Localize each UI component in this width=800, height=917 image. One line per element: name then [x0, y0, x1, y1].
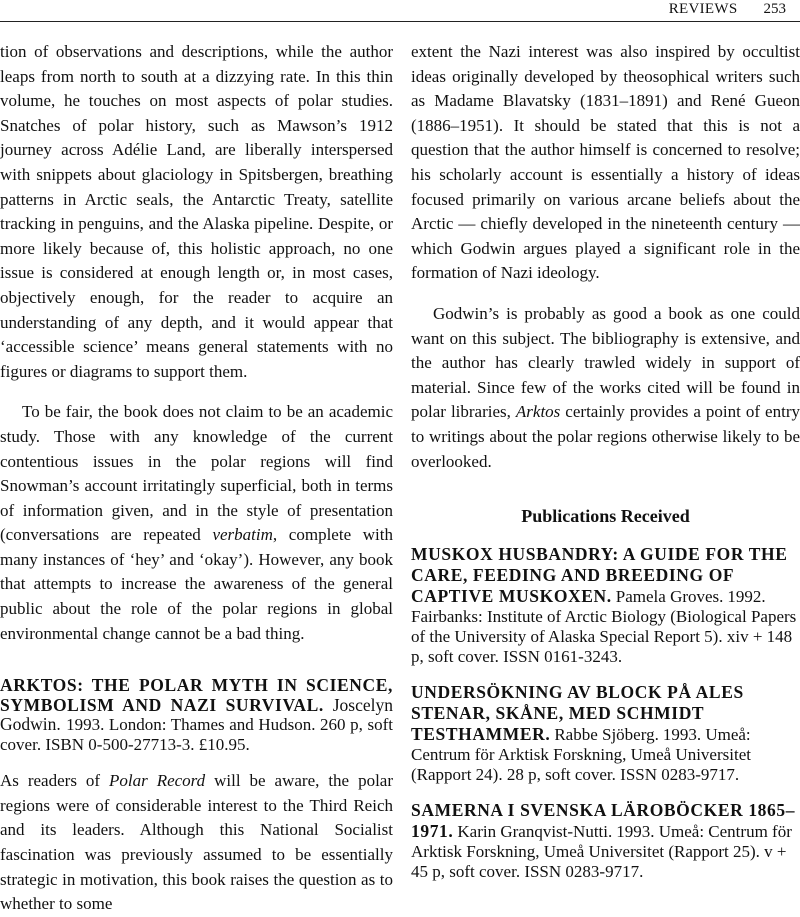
publication-author: Karin Granqvist-Nutti.	[457, 822, 613, 842]
section-title: REVIEWS	[668, 1, 738, 17]
review-paragraph: tion of observations and descriptions, while the author leaps from north to south at a dizzying rate. In this thin volume, he touches on most aspects of polar studies. Snatches of polar history, such as Mawson’s 1912 journey across Adélie Land, are liberally interspersed with snippets about glaciology in Spitsbergen, breathing patterns in Arctic seals, the Antarctic Treaty, satellite tracking in penguins, and the Alaska pipeline. Despite, or more likely because of, this holistic approach, no one issue is considered at enough length or, in most cases, objectively enough, for the reader to acquire an understanding of any depth, and it would appear that ‘accessible science’ means general statements with no figures or diagrams to support them.	[0, 42, 393, 381]
header-rule	[0, 21, 800, 22]
running-header	[669, 0, 786, 18]
review-title: ARKTOS: THE POLAR MYTH IN SCIENCE, SYMBOLISM AND NAZI SURVIVAL.	[0, 675, 393, 715]
review-details: 1993. London: Thames and Hudson. 260 p, soft cover. ISBN 0-500-27713-3. £10.95.	[0, 715, 393, 754]
publication-title: UNDERSÖKNING AV BLOCK PÅ ALES STENAR, SKÅNE, MED SCHMIDT TESTHAMMER.	[411, 682, 744, 745]
emphasis: Arktos	[515, 402, 561, 422]
publication-title: SAMERNA I SVENSKA LÄROBÖCKER 1865–1971.	[411, 800, 796, 842]
left-column	[0, 40, 393, 917]
review-author: Joscelyn Godwin.	[0, 694, 393, 735]
publication-details: 1993. Umeå: Centrum för Arktisk Forskning, Umeå Universitet (Rapport 24). 28 p, soft cover. ISSN 0283-9717.	[411, 725, 751, 785]
publications-heading: Publications Received	[521, 506, 690, 527]
review-paragraph: extent the Nazi interest was also inspired by occultist ideas originally developed by theosophical writers such as Madame Blavatsky (1831–1891) and René Gueon (1886–1951). It should be stated that this is not a question that the author himself is concerned to resolve; his scholarly account is essentially a history of ideas focused primarily on various arcane beliefs about the Arctic — chiefly developed in the nineteenth century — which Godwin argues played a significant role in the formation of Nazi ideology.	[411, 42, 800, 283]
review-paragraph: To be fair, the book does not claim to be an academic study. Those with any knowledge of the current contentious issues in the polar regions will find Snowman’s account irritatingly superficial, both in terms of information given, and in the style of presentation (conversations are repeated verbatim, complete with many instances of ‘hey’ and ‘okay’). However, any book that attempts to increase the awareness of the general public about the role of the polar regions in global environmental change cannot be a bad thing.	[0, 402, 393, 643]
publication-details: 1993. Umeå: Centrum för Arktisk Forskning, Umeå Universitet (Rapport 25). v + 45 p, soft cover. ISSN 0283-9717.	[411, 822, 792, 882]
publication-details: 1992. Fairbanks: Institute of Arctic Biology (Biological Papers of the University of Alaska Special Report 5). xiv + 148 p, soft cover. ISSN 0161-3243.	[411, 587, 797, 667]
publication-entry	[411, 544, 800, 667]
publication-entry	[411, 682, 800, 785]
emphasis: verbatim	[212, 525, 273, 545]
publication-title: MUSKOX HUSBANDRY: A GUIDE FOR THE CARE, FEEDING AND BREEDING OF CAPTIVE MUSKOXEN.	[411, 544, 788, 607]
page-number: 253	[763, 1, 786, 17]
publication-entry	[411, 800, 800, 882]
emphasis: Polar Record	[109, 771, 206, 791]
review-heading	[0, 676, 393, 754]
right-column	[411, 40, 800, 897]
review-paragraph: Godwin’s is probably as good a book as one could want on this subject. The bibliography is extensive, and the author has clearly trawled widely in support of material. Since few of the works cited will be found in polar libraries, Arktos certainly provides a point of entry to writings about the polar regions otherwise likely to be overlooked.	[411, 303, 800, 471]
publication-author: Rabbe Sjöberg.	[554, 725, 659, 745]
publication-author: Pamela Groves.	[615, 587, 724, 607]
review-paragraph: As readers of Polar Record will be aware, the polar regions were of considerable interest to the Third Reich and its leaders. Although this National Socialist fascination was previously assumed to be essentially strategic in motivation, this book raises the question as to whether to some	[0, 771, 393, 914]
